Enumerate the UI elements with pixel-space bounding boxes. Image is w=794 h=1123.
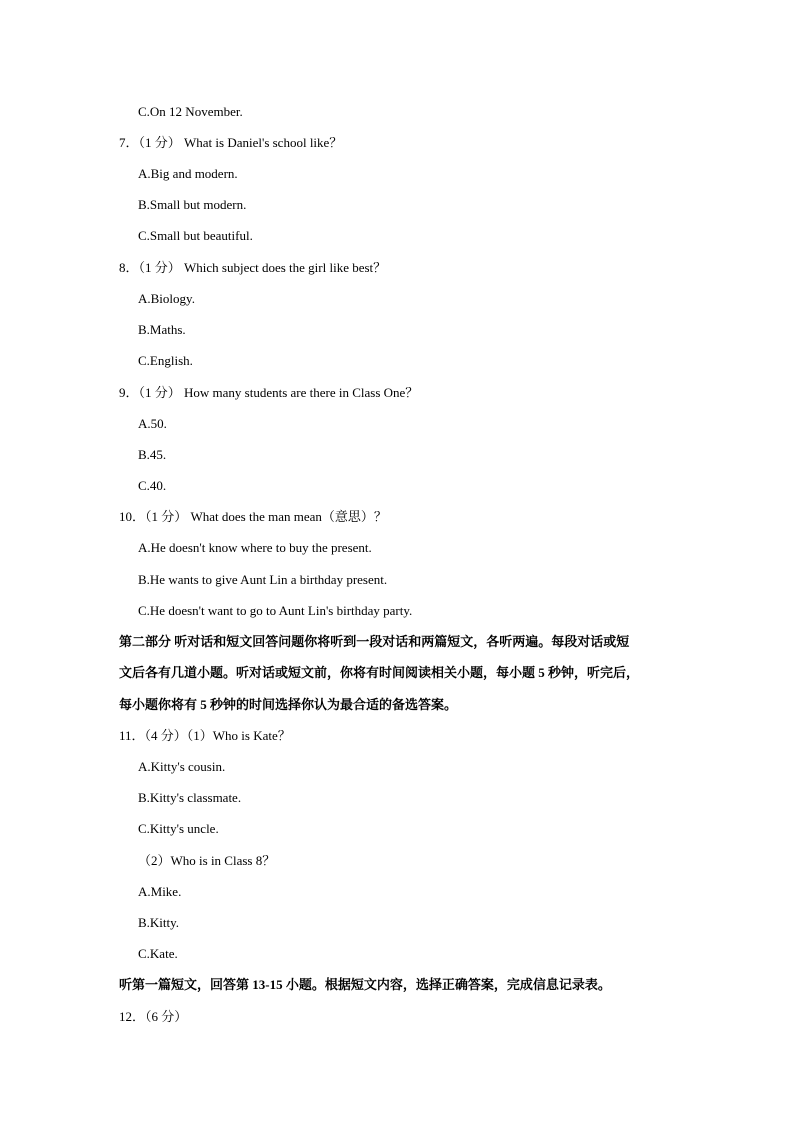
option-10c: C.He doesn't want to go to Aunt Lin's birthday party. — [138, 603, 413, 618]
option-8c: C.English. — [138, 353, 193, 368]
option-11-2a: A.Mike. — [138, 884, 182, 899]
option-9b: B.45. — [138, 447, 167, 462]
option-11-1a: A.Kitty's cousin. — [138, 759, 226, 774]
option-11-1c: C.Kitty's uncle. — [138, 821, 219, 836]
question-9: 9．（1 分） How many students are there in Class One？ — [119, 385, 419, 400]
option-11-1b: B.Kitty's classmate. — [138, 790, 242, 805]
option-8a: A.Biology. — [138, 291, 195, 306]
question-10: 10．（1 分） What does the man mean（意思）？ — [119, 509, 387, 524]
option-9a: A.50. — [138, 416, 167, 431]
option-7c: C.Small but beautiful. — [138, 228, 253, 243]
question-7: 7．（1 分） What is Daniel's school like？ — [119, 135, 343, 150]
option-6c: C.On 12 November. — [138, 104, 243, 119]
passage-instructions: 听第一篇短文，回答第 13-15 小题。根据短文内容，选择正确答案，完成信息记录表。 — [119, 977, 611, 992]
option-7a: A.Big and modern. — [138, 166, 238, 181]
option-11-2c: C.Kate. — [138, 946, 178, 961]
section-instructions-line-3: 每小题你将有 5 秒钟的时间选择你认为最合适的备选答案。 — [119, 697, 458, 712]
section-instructions-line-1: 第二部分 听对话和短文回答问题你将听到一段对话和两篇短文，各听两遍。每段对话或短 — [119, 634, 630, 649]
option-10a: A.He doesn't know where to buy the present. — [138, 540, 372, 555]
question-11: 11．（4 分）（1）Who is Kate？ — [119, 728, 291, 743]
subquestion-11-2: （2）Who is in Class 8？ — [138, 853, 276, 868]
section-instructions-line-2: 文后各有几道小题。听对话或短文前，你将有时间阅读相关小题，每小题 5 秒钟，听完后， — [119, 665, 640, 680]
option-7b: B.Small but modern. — [138, 197, 247, 212]
question-8: 8．（1 分） Which subject does the girl like best？ — [119, 260, 387, 275]
question-12: 12．（6 分） — [119, 1009, 188, 1024]
option-10b: B.He wants to give Aunt Lin a birthday present. — [138, 572, 388, 587]
option-8b: B.Maths. — [138, 322, 186, 337]
option-9c: C.40. — [138, 478, 167, 493]
option-11-2b: B.Kitty. — [138, 915, 180, 930]
